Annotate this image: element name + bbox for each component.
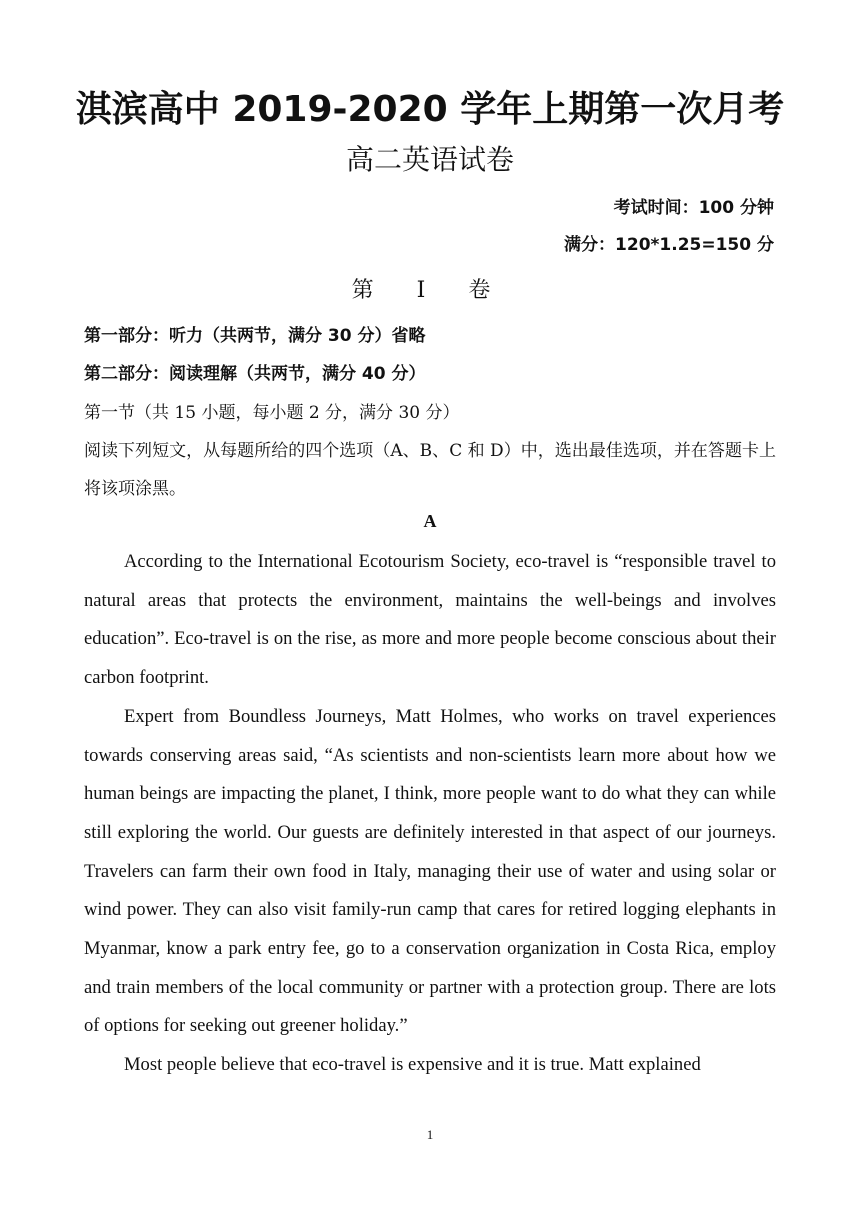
exam-subtitle: 高二英语试卷	[345, 143, 514, 176]
volume-label: 第 Ⅰ 卷	[351, 278, 509, 303]
section-instructions: 阅读下列短文，从每题所给的四个选项（A、B、C 和 D）中，选出最佳选项，并在答题卡上将该项涂黑。	[84, 441, 776, 499]
exam-title: 淇滨高中 2019-2020 学年上期第一次月考	[75, 89, 785, 130]
passage-paragraph: According to the International Ecotourism Society, eco-travel is “responsible travel to natural areas that protects the environment, maintains the well-beings and involves education”. Eco-travel is on the rise, as more and more people become conscious about their carbon footprint.	[84, 551, 776, 689]
section-one-heading: 第一节（共 15 小题，每小题 2 分，满分 30 分）	[84, 403, 460, 423]
passage-paragraph: Most people believe that eco-travel is expensive and it is true. Matt explained	[124, 1054, 701, 1076]
passage-label: A	[423, 511, 437, 531]
passage-paragraph: Expert from Boundless Journeys, Matt Holmes, who works on travel experiences towards conserving areas said, “As scientists and non-scientists learn more about how we human beings are impacting the planet, I think, more people want to do what they can while still exploring the world. Our guests are definitely interested in that aspect of our journeys. Travelers can farm their own food in Italy, managing their use of water and using solar or wind power. They can also visit family-run camp that cares for retired logging elephants in Myanmar, know a park entry fee, go to a conservation organization in Costa Rica, employ and train members of the local community or partner with a protection group. There are lots of options for seeking out greener holiday.”	[84, 705, 776, 1037]
part-two-heading: 第二部分：阅读理解（共两节，满分 40 分）	[84, 364, 426, 384]
page-number: 1	[426, 1127, 434, 1142]
passage-body	[84, 543, 776, 1085]
full-score: 满分：120*1.25=150 分	[564, 235, 774, 255]
part-one-heading: 第一部分：听力（共两节，满分 30 分）省略	[84, 326, 426, 346]
exam-time: 考试时间：100 分钟	[613, 198, 774, 218]
